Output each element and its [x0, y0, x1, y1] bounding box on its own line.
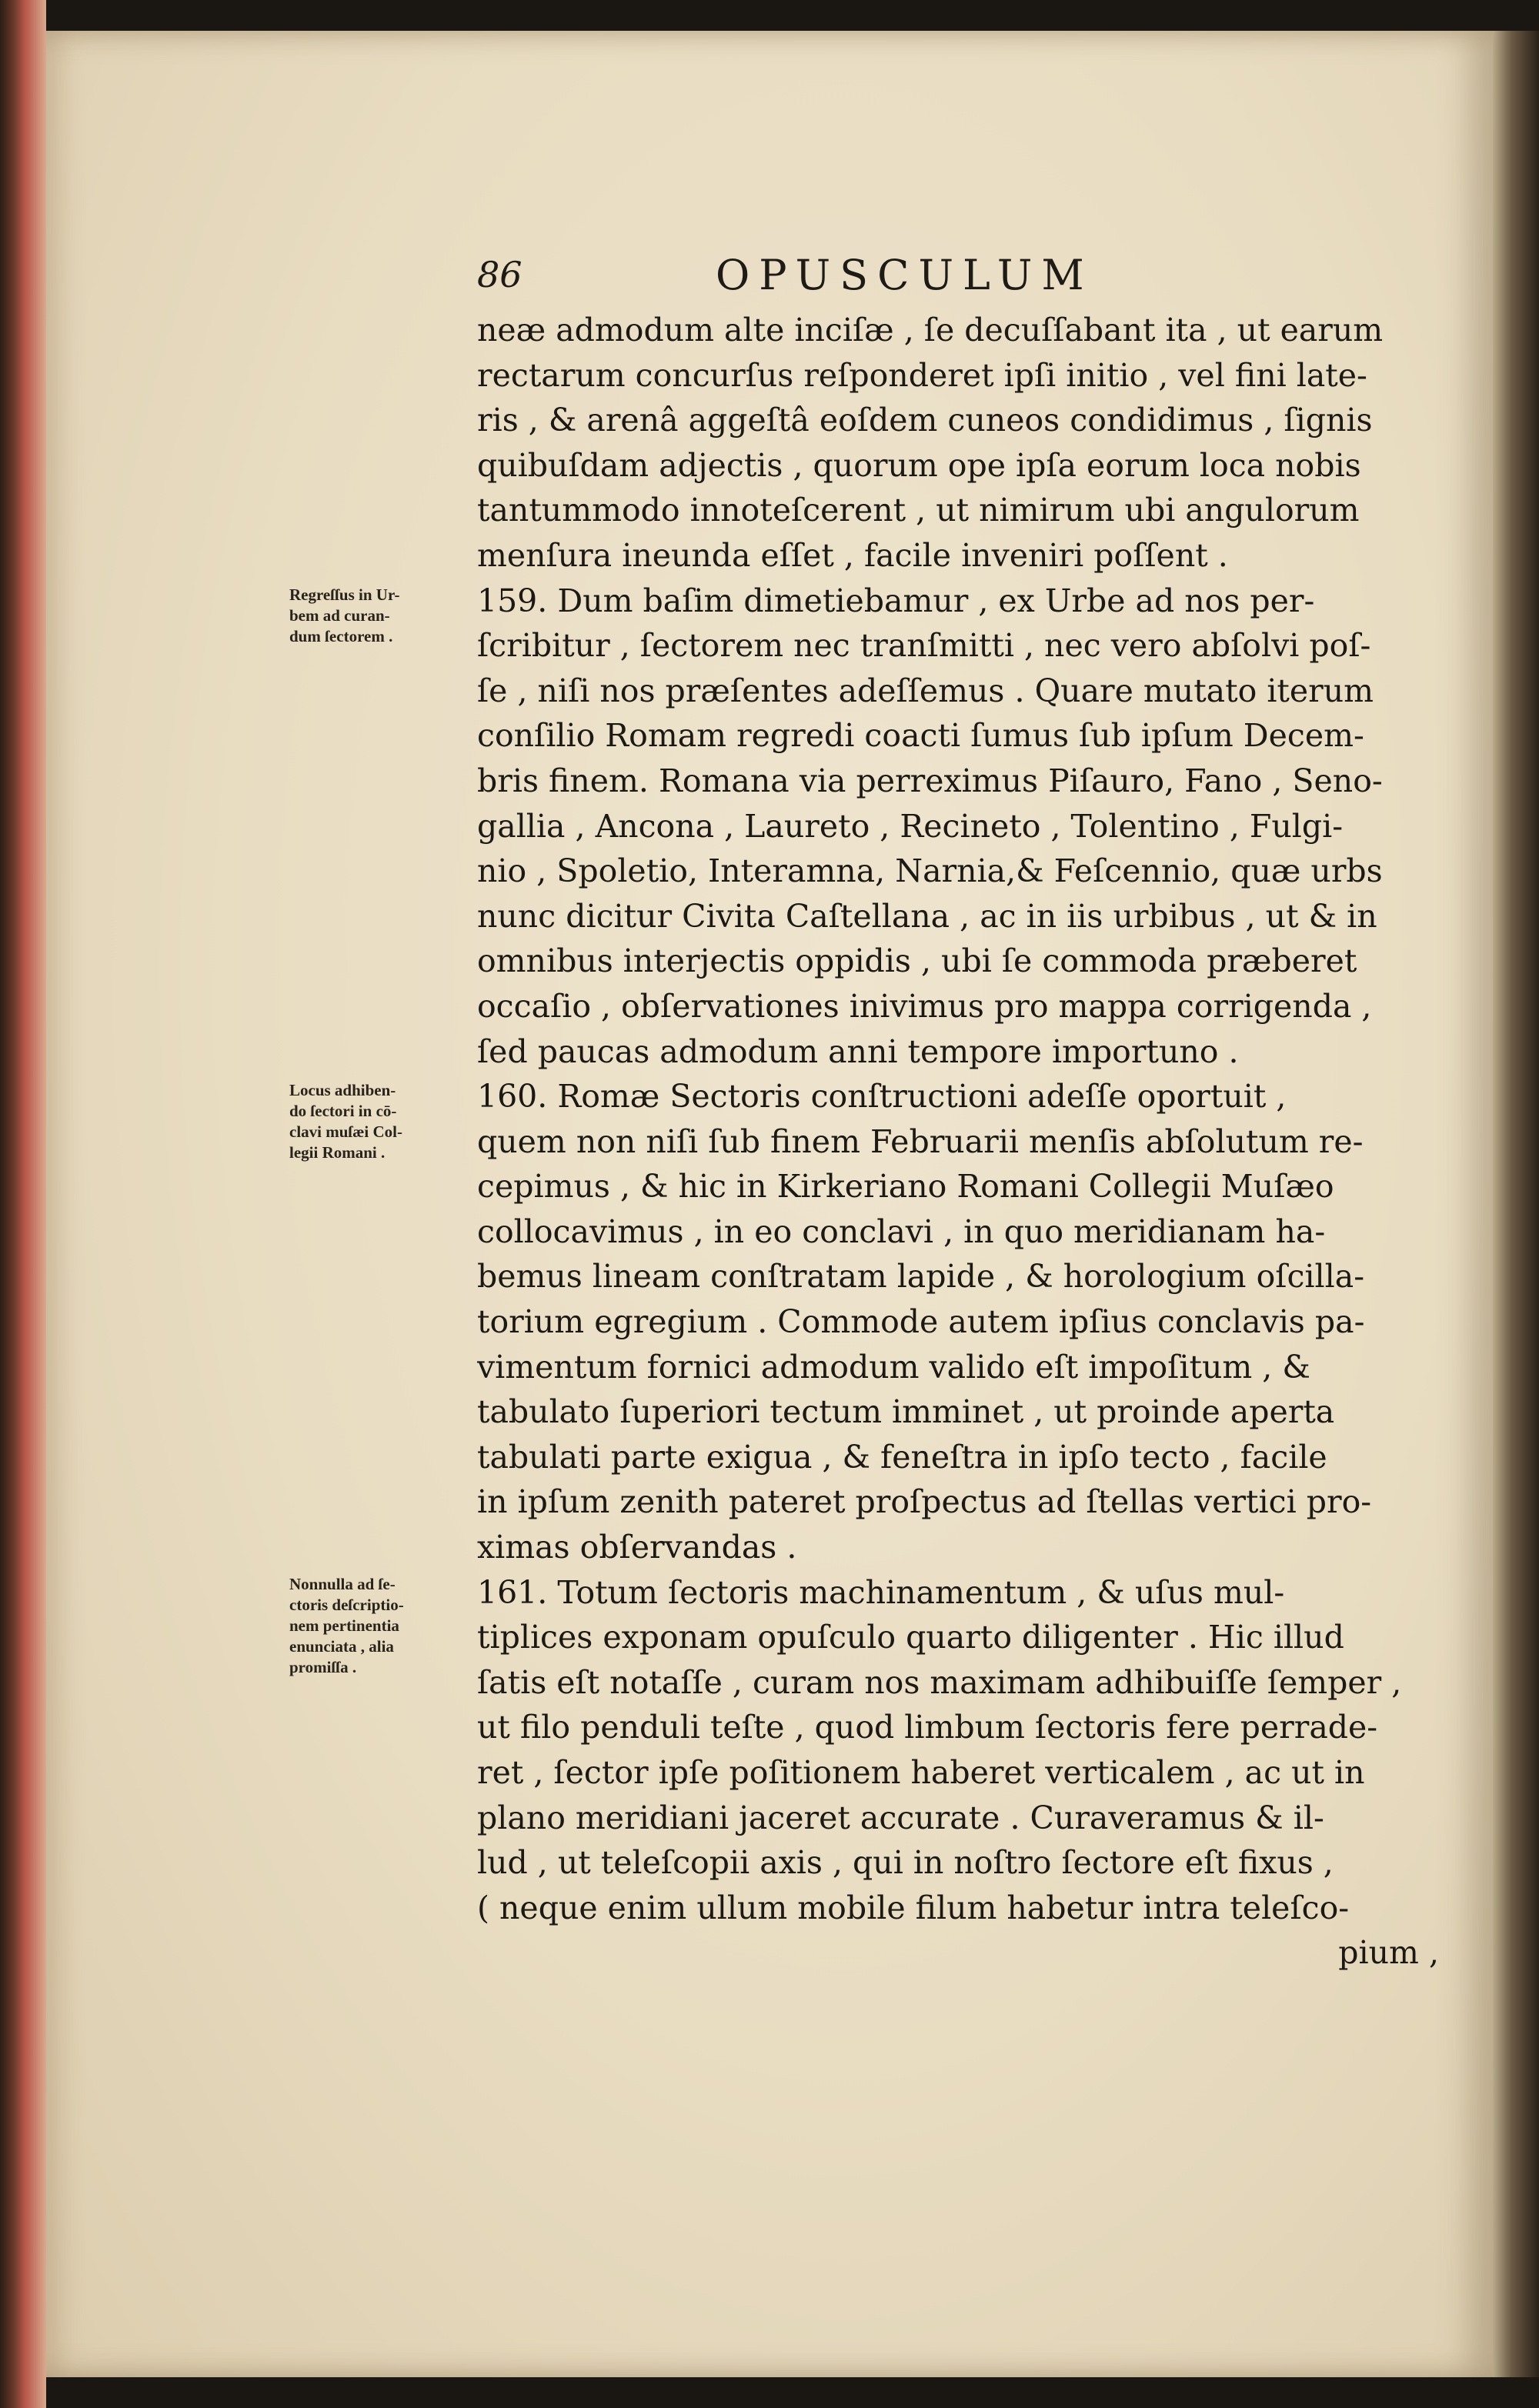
text-line: occaſio , obſervationes inivimus pro mappa corrigenda ,: [477, 987, 1372, 1025]
side-note-line: dum ſectorem .: [289, 627, 393, 645]
text-line: nunc dicitur Civita Caſtellana , ac in iis urbibus , ut & in: [477, 897, 1377, 935]
text-line: quibuſdam adjectis , quorum ope ipſa eorum loca nobis: [477, 446, 1361, 484]
text-line: nio , Spoletio, Interamna, Narnia,& Feſcennio, quæ urbs: [477, 852, 1383, 890]
page-number: 86: [477, 254, 522, 295]
text-line: pium ,: [1338, 1934, 1439, 1972]
text-line: ris , & arenâ aggeſtâ eoſdem cuneos condidimus , ſignis: [477, 402, 1373, 439]
text-line: 159. Dum baſim dimetiebamur , ex Urbe ad nos per-: [477, 582, 1315, 619]
text-line: ut filo penduli teſte , quod limbum ſectoris fere perrade-: [477, 1709, 1378, 1746]
text-line: collocavimus , in eo conclavi , in quo meridianam ha-: [477, 1212, 1326, 1250]
side-note-line: clavi muſæi Col-: [289, 1122, 402, 1141]
text-line: tantummodo innoteſcerent , ut nimirum ubi angulorum: [477, 492, 1360, 529]
text-line: bemus lineam conſtratam lapide , & horologium oſcilla-: [477, 1258, 1365, 1296]
text-line: neæ admodum alte inciſæ , ſe decuſſabant ita , ut earum: [477, 312, 1384, 349]
side-note-return-to-rome: [289, 585, 472, 647]
text-line: tiplices exponam opuſculo quarto diligenter . Hic illud: [477, 1619, 1344, 1656]
side-note-line: legii Romani .: [289, 1143, 386, 1162]
text-line: ret , ſector ipſe poſitionem haberet verticalem , ac ut in: [477, 1754, 1365, 1791]
book-gutter: [1493, 31, 1539, 2377]
side-note-line: enunciata , alia: [289, 1637, 394, 1656]
text-line: 161. Totum ſectoris machinamentum , & uſus mul-: [477, 1573, 1285, 1611]
text-line: ( neque enim ullum mobile filum habetur intra teleſco-: [477, 1889, 1350, 1926]
scan-edge-left: [0, 0, 46, 2408]
side-note-line: ctoris deſcriptio-: [289, 1596, 404, 1614]
side-note-line: Locus adhiben-: [289, 1081, 396, 1099]
side-note-sector-location: [289, 1080, 472, 1163]
side-note-line: bem ad curan-: [289, 606, 390, 625]
text-line: ximas obſervandas .: [477, 1529, 797, 1566]
running-title: OPUSCULUM: [716, 251, 1093, 299]
side-note-sector-description: [289, 1574, 472, 1678]
text-line: bris finem. Romana via perreximus Piſauro, Fano , Seno-: [477, 762, 1383, 799]
side-note-line: do ſectori in cō-: [289, 1102, 397, 1120]
running-head: [477, 251, 1400, 308]
text-line: gallia , Ancona , Laureto , Recineto , Tolentino , Fulgi-: [477, 807, 1344, 845]
body-text: [477, 308, 1439, 1976]
text-line: rectarum concurſus reſponderet ipſi initio , vel fini late-: [477, 356, 1367, 394]
text-line: ſcribitur , ſectorem nec tranſmitti , nec vero abſolvi poſ-: [477, 627, 1371, 665]
text-line: lud , ut teleſcopii axis , qui in noſtro ſectore eſt fixus ,: [477, 1844, 1334, 1882]
text-line: tabulati parte exigua , & feneſtra in ipſo tecto , facile: [477, 1438, 1327, 1476]
text-line: 160. Romæ Sectoris conſtructioni adeſſe oportuit ,: [477, 1078, 1287, 1116]
text-line: quem non niſi ſub finem Februarii menſis abſolutum re-: [477, 1122, 1364, 1160]
text-line: conſilio Romam regredi coacti ſumus ſub ipſum Decem-: [477, 717, 1364, 755]
side-note-line: Nonnulla ad ſe-: [289, 1575, 396, 1593]
text-line: ſe , niſi nos præſentes adeſſemus . Quare mutato iterum: [477, 672, 1374, 709]
text-line: menſura ineunda eſſet , facile inveniri poſſent .: [477, 536, 1228, 574]
side-note-line: promiſſa .: [289, 1658, 357, 1676]
text-line: in ipſum zenith pateret proſpectus ad ſtellas vertici pro-: [477, 1483, 1372, 1521]
text-line: omnibus interjectis oppidis , ubi ſe commoda præberet: [477, 942, 1357, 980]
text-line: plano meridiani jaceret accurate . Curaveramus & il-: [477, 1799, 1324, 1836]
text-line: torium egregium . Commode autem ipſius conclavis pa-: [477, 1303, 1365, 1341]
side-note-line: Regreſſus in Ur-: [289, 585, 400, 604]
text-line: cepimus , & hic in Kirkeriano Romani Collegii Muſæo: [477, 1168, 1334, 1206]
text-line: ſatis eſt notaſſe , curam nos maximam adhibuiſſe ſemper ,: [477, 1663, 1402, 1701]
text-line: ſed paucas admodum anni tempore importuno .: [477, 1032, 1239, 1070]
text-line: tabulato ſuperiori tectum imminet , ut proinde aperta: [477, 1393, 1335, 1431]
side-note-line: nem pertinentia: [289, 1616, 399, 1635]
text-line: vimentum fornici admodum valido eſt impoſitum , &: [477, 1348, 1310, 1386]
